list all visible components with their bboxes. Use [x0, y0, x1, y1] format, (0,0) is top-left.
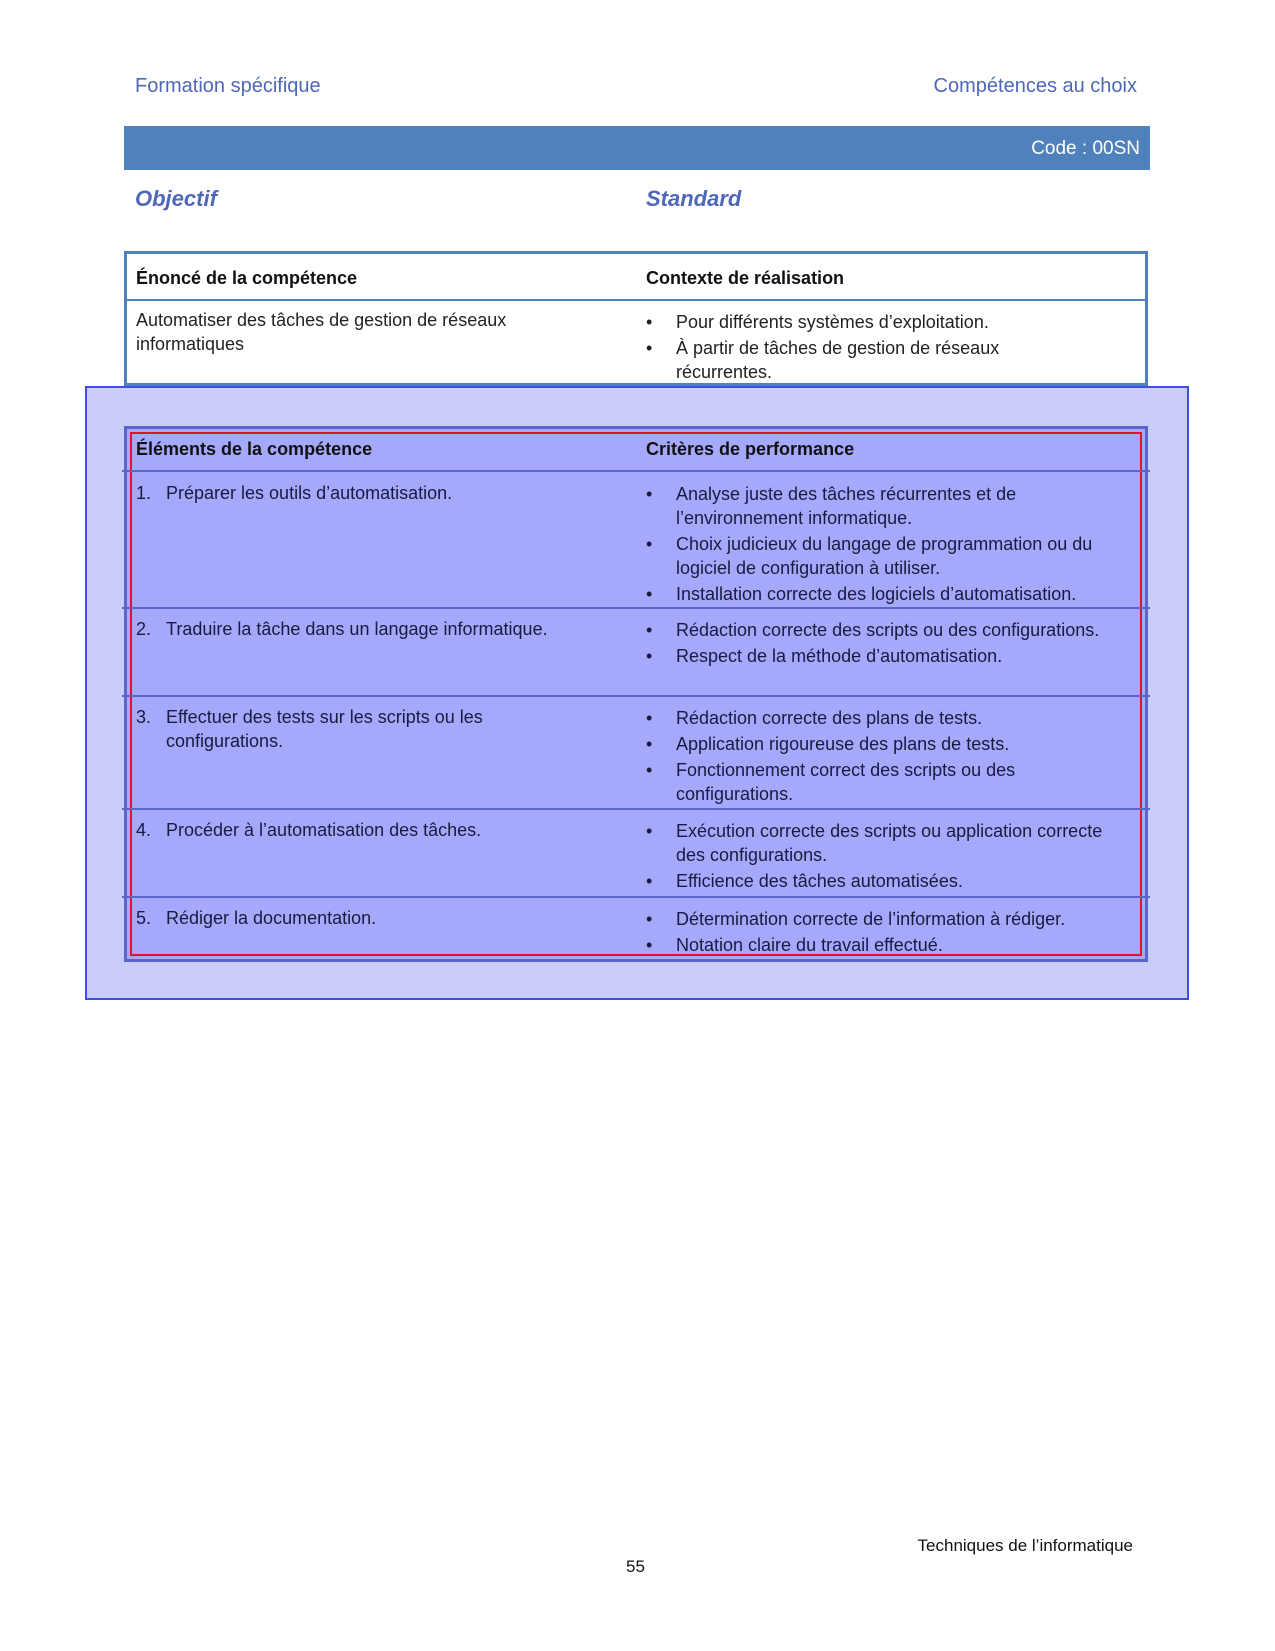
contexte-list — [646, 310, 1046, 386]
element-text: Traduire la tâche dans un langage informatique. — [166, 619, 548, 639]
row-divider — [122, 695, 1150, 697]
critere-item: • Exécution correcte des scripts ou application correcte des configurations. — [646, 819, 1116, 867]
critere-item: • Respect de la méthode d’automatisation. — [646, 644, 1116, 668]
criteres-row-1 — [646, 482, 1116, 608]
elements-heading: Éléments de la compétence — [136, 439, 373, 459]
critere-item: • Notation claire du travail effectué. — [646, 933, 1116, 957]
element-number: 1. — [136, 483, 152, 503]
footer-program: Techniques de l’informatique — [917, 1536, 1133, 1555]
element-text: Procéder à l’automatisation des tâches. — [166, 820, 482, 840]
objectif-label: Objectif — [135, 186, 217, 211]
critere-item: • Fonctionnement correct des scripts ou des configurations. — [646, 758, 1116, 806]
element-row-4 — [136, 818, 636, 842]
critere-item: • Rédaction correcte des scripts ou des configurations. — [646, 618, 1116, 642]
element-row-5 — [136, 906, 636, 930]
criteres-heading: Critères de performance — [646, 439, 855, 459]
criteres-row-3 — [646, 706, 1116, 808]
row-divider — [122, 808, 1150, 810]
enonce-line-2: informatiques — [136, 334, 245, 354]
row-divider — [122, 607, 1150, 609]
contexte-item: • Pour différents systèmes d’exploitation. — [646, 310, 1046, 334]
criteres-row-2 — [646, 618, 1116, 670]
contexte-heading: Contexte de réalisation — [646, 268, 845, 288]
code-band — [124, 126, 1150, 170]
element-text: Préparer les outils d’automatisation. — [166, 483, 453, 503]
competence-table — [124, 251, 1148, 386]
standard-label: Standard — [646, 186, 742, 211]
element-number: 5. — [136, 908, 152, 928]
table1-divider — [127, 299, 1145, 301]
critere-item: • Analyse juste des tâches récurrentes et de l’environnement informatique. — [646, 482, 1116, 530]
criteres-row-4 — [646, 819, 1116, 895]
element-row-2 — [136, 617, 636, 641]
critere-item: • Efficience des tâches automatisées. — [646, 869, 1116, 893]
enonce-heading: Énoncé de la compétence — [136, 268, 358, 288]
critere-item: • Rédaction correcte des plans de tests. — [646, 706, 1116, 730]
criteres-row-5 — [646, 907, 1116, 959]
element-number: 2. — [136, 619, 152, 639]
element-text: Effectuer des tests sur les scripts ou les configurations. — [166, 707, 483, 751]
critere-item: • Application rigoureuse des plans de tests. — [646, 732, 1116, 756]
element-row-1 — [136, 481, 636, 505]
enonce-line-1: Automatiser des tâches de gestion de réseaux — [136, 310, 507, 330]
code-label: Code : 00SN — [1031, 138, 1140, 159]
header-right: Compétences au choix — [933, 75, 1137, 97]
row-divider — [122, 896, 1150, 898]
elements-table — [124, 426, 1148, 962]
element-row-3 — [136, 705, 566, 753]
element-number: 4. — [136, 820, 152, 840]
header-left: Formation spécifique — [135, 75, 321, 97]
enonce-text — [136, 308, 506, 356]
critere-item: • Installation correcte des logiciels d’automatisation. — [646, 582, 1116, 606]
page-number: 55 — [626, 1557, 645, 1576]
contexte-item: • À partir de tâches de gestion de réseaux récurrentes. — [646, 336, 1046, 384]
row-divider — [122, 470, 1150, 472]
critere-item: • Détermination correcte de l’information à rédiger. — [646, 907, 1116, 931]
critere-item: • Choix judicieux du langage de programmation ou du logiciel de configuration à utiliser. — [646, 532, 1116, 580]
element-text: Rédiger la documentation. — [166, 908, 377, 928]
element-number: 3. — [136, 707, 152, 727]
